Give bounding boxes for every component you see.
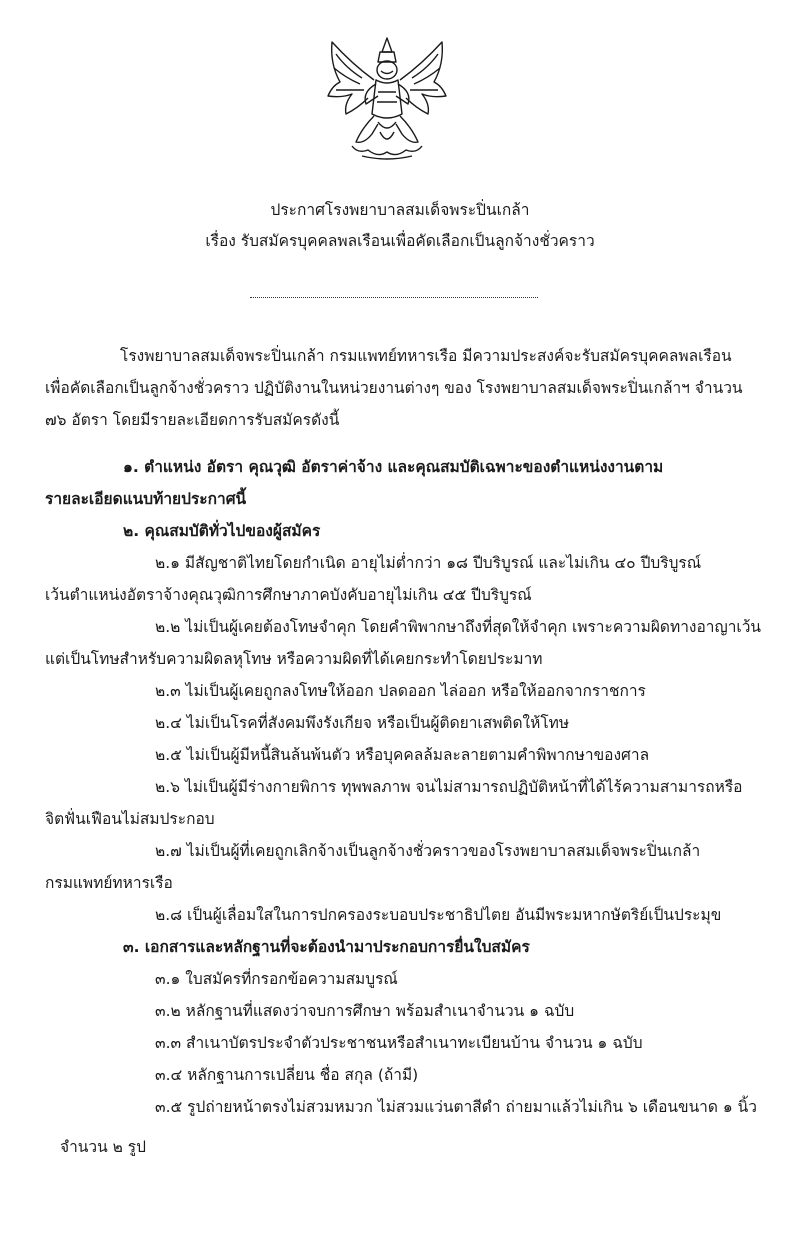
item-2-2-line-1: ๒.๒ ไม่เป็นผู้เคยต้องโทษจำคุก โดยคำพิพากษาถึงที่สุดให้จำคุก เพราะความผิดทางอาญาเว้น <box>155 618 761 636</box>
item-3-3: ๓.๓ สำเนาบัตรประจำตัวประชาชนหรือสำเนาทะเบียนบ้าน จำนวน ๑ ฉบับ <box>155 1034 643 1052</box>
intro-line-2: เพื่อคัดเลือกเป็นลูกจ้างชั่วคราว ปฏิบัติงานในหน่วยงานต่างๆ ของ โรงพยาบาลสมเด็จพระปิ่นเกล้าฯ จำนวน <box>45 379 743 397</box>
section-1-line-1: ๑. ตำแหน่ง อัตรา คุณวุฒิ อัตราค่าจ้าง และคุณสมบัติเฉพาะของตำแหน่งงานตาม <box>123 458 664 476</box>
item-3-5-line-2: จำนวน ๒ รูป <box>60 1138 146 1156</box>
announcement-subject: เรื่อง รับสมัครบุคคลพลเรือนเพื่อคัดเลือกเป็นลูกจ้างชั่วคราว <box>205 232 595 250</box>
item-3-5-line-1: ๓.๕ รูปถ่ายหน้าตรงไม่สวมหมวก ไม่สวมแว่นตาสีดำ ถ่ายมาแล้วไม่เกิน ๖ เดือนขนาด ๑ นิ้ว <box>155 1098 757 1116</box>
item-2-7-line-2: กรมแพทย์ทหารเรือ <box>45 874 173 892</box>
item-2-5: ๒.๕ ไม่เป็นผู้มีหนี้สินล้นพ้นตัว หรือบุคคลล้มละลายตามคำพิพากษาของศาล <box>155 746 650 764</box>
item-2-3: ๒.๓ ไม่เป็นผู้เคยถูกลงโทษให้ออก ปลดออก ไล่ออก หรือให้ออกจากราชการ <box>155 682 646 700</box>
item-2-8: ๒.๘ เป็นผู้เลื่อมใสในการปกครองระบอบประชาธิปไตย อันมีพระมหากษัตริย์เป็นประมุข <box>155 906 722 924</box>
item-3-4: ๓.๔ หลักฐานการเปลี่ยน ชื่อ สกุล (ถ้ามี) <box>155 1066 419 1084</box>
title-divider <box>250 297 538 298</box>
section-3-title: ๓. เอกสารและหลักฐานที่จะต้องนำมาประกอบการยื่นใบสมัคร <box>123 938 530 956</box>
item-2-1-line-1: ๒.๑ มีสัญชาติไทยโดยกำเนิด อายุไม่ต่ำกว่า ๑๘ ปีบริบูรณ์ และไม่เกิน ๔๐ ปีบริบูรณ์ <box>155 554 702 572</box>
intro-line-1: โรงพยาบาลสมเด็จพระปิ่นเกล้า กรมแพทย์ทหารเรือ มีความประสงค์จะรับสมัครบุคคลพลเรือน <box>120 347 732 365</box>
garuda-emblem-icon <box>322 34 452 162</box>
item-2-2-line-2: แต่เป็นโทษสำหรับความผิดลหุโทษ หรือความผิดที่ได้เคยกระทำโดยประมาท <box>45 650 543 668</box>
item-2-1-line-2: เว้นตำแหน่งอัตราจ้างคุณวุฒิการศึกษาภาคบังคับอายุไม่เกิน ๔๕ ปีบริบูรณ์ <box>45 586 532 604</box>
item-3-1: ๓.๑ ใบสมัครที่กรอกข้อความสมบูรณ์ <box>155 970 398 988</box>
item-3-2: ๓.๒ หลักฐานที่แสดงว่าจบการศึกษา พร้อมสำเนาจำนวน ๑ ฉบับ <box>155 1002 575 1020</box>
section-2-title: ๒. คุณสมบัติทั่วไปของผู้สมัคร <box>123 522 321 540</box>
item-2-7-line-1: ๒.๗ ไม่เป็นผู้ที่เคยถูกเลิกจ้างเป็นลูกจ้างชั่วคราวของโรงพยาบาลสมเด็จพระปิ่นเกล้า <box>155 842 701 860</box>
section-1-line-2: รายละเอียดแนบท้ายประกาศนี้ <box>45 490 247 508</box>
item-2-4: ๒.๔ ไม่เป็นโรคที่สังคมพึงรังเกียจ หรือเป็นผู้ติดยาเสพติดให้โทษ <box>155 714 570 732</box>
item-2-6-line-1: ๒.๖ ไม่เป็นผู้มีร่างกายพิการ ทุพพลภาพ จนไม่สามารถปฏิบัติหน้าที่ได้ไร้ความสามารถหรือ <box>155 778 743 796</box>
announcement-title: ประกาศโรงพยาบาลสมเด็จพระปิ่นเกล้า <box>270 201 530 219</box>
intro-line-3: ๗๖ อัตรา โดยมีรายละเอียดการรับสมัครดังนี้ <box>45 411 340 429</box>
item-2-6-line-2: จิตฟั่นเฟือนไม่สมประกอบ <box>45 810 215 828</box>
